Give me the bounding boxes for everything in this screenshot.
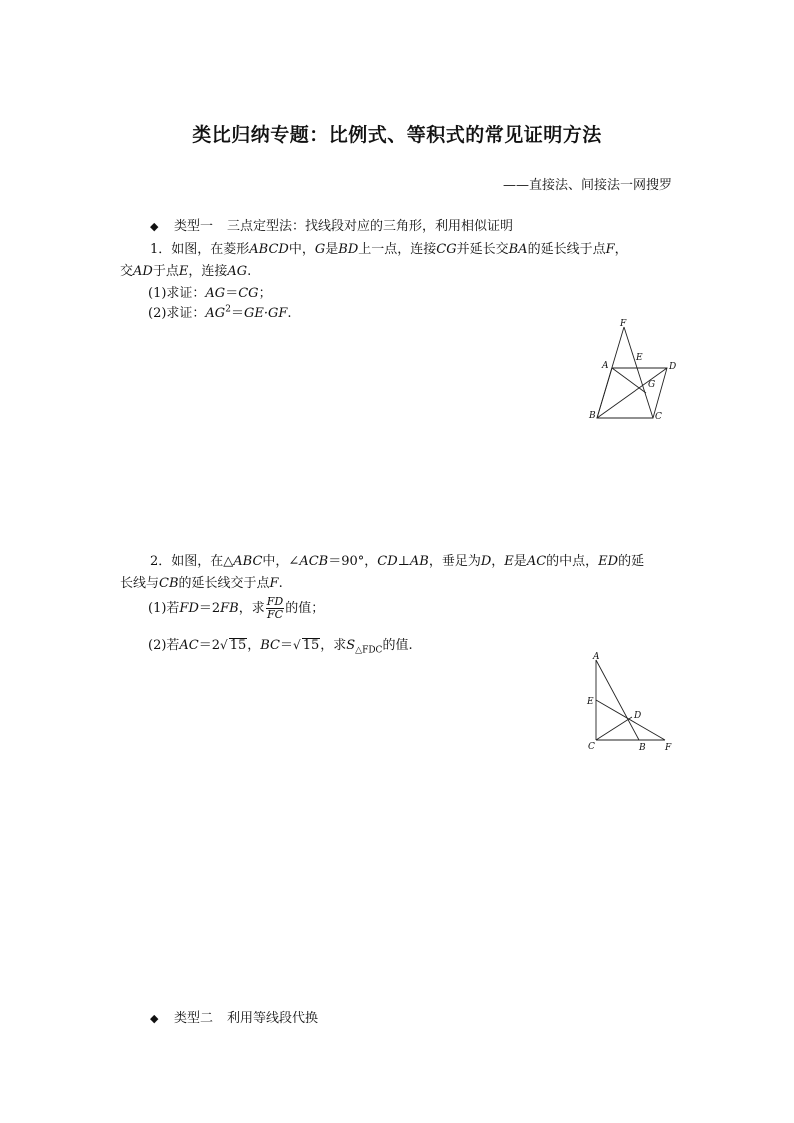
label-a: A bbox=[593, 652, 600, 662]
section-text: 三点定型法：找线段对应的三角形，利用相似证明 bbox=[227, 219, 514, 234]
section-label: 类型一 bbox=[174, 219, 214, 234]
label-a: A bbox=[602, 361, 609, 371]
section-two-heading bbox=[150, 1007, 318, 1026]
problem-one-line-2: 交AD于点E，连接AG. bbox=[120, 264, 252, 279]
rhombus-figure bbox=[584, 315, 684, 427]
section-one-heading bbox=[150, 215, 513, 234]
sqrt-icon: √ bbox=[220, 638, 228, 652]
label-b: B bbox=[639, 743, 646, 753]
label-d: D bbox=[634, 711, 642, 721]
sqrt-icon: √ bbox=[293, 638, 301, 652]
label-f: F bbox=[620, 319, 627, 329]
label-d: D bbox=[669, 362, 677, 372]
section-label: 类型二 bbox=[174, 1011, 214, 1026]
label-c: C bbox=[655, 412, 662, 422]
label-f: F bbox=[665, 743, 672, 753]
problem-one-question-1: (1)求证：AG＝CG； bbox=[148, 286, 272, 301]
diamond-bullet-icon: ◆ bbox=[150, 220, 159, 233]
fraction-fd-over-fc: $\frac{FD}{FC}$ bbox=[266, 595, 284, 621]
label-c: C bbox=[588, 742, 595, 752]
segment-cd bbox=[596, 717, 632, 740]
problem-one-line-1: 1．如图，在菱形ABCD中，G是BD上一点，连接CG并延长交BA的延长线于点F， bbox=[150, 242, 628, 257]
section-text: 利用等线段代换 bbox=[227, 1011, 319, 1026]
page-subtitle: ——直接法、间接法一网搜罗 bbox=[502, 178, 672, 193]
problem-two-question-2: (2)若AC＝2√ 15，BC＝√ 15，求$S_{\triangle FDC}$的值. bbox=[148, 638, 413, 656]
problem-one-question-2: (2)求证：$AG^2=GE\cdot GF$. bbox=[148, 304, 292, 321]
line-bf bbox=[597, 327, 624, 418]
diagonal-bd bbox=[597, 368, 667, 418]
page-title: 类比归纳专题：比例式、等积式的常见证明方法 bbox=[192, 124, 602, 146]
label-b: B bbox=[589, 411, 596, 421]
right-triangle-figure bbox=[584, 648, 676, 756]
side-ab bbox=[596, 660, 642, 740]
line-fc bbox=[624, 327, 656, 418]
label-g: G bbox=[648, 380, 656, 390]
label-e: E bbox=[587, 697, 594, 707]
diamond-bullet-icon: ◆ bbox=[150, 1012, 159, 1025]
problem-two-line-2: 长线与CB的延长线交于点F. bbox=[120, 576, 283, 591]
problem-two-question-1: (1)若FD＝2FB，求 $\frac{FD}{FC}$ 的值； bbox=[148, 595, 325, 621]
problem-two-line-1: 2．如图，在△ABC中，∠ACB＝90°，CD⊥AB，垂足为D，E是AC的中点，ED的延 bbox=[150, 554, 645, 569]
label-e: E bbox=[636, 353, 643, 363]
line-ef bbox=[596, 700, 665, 740]
